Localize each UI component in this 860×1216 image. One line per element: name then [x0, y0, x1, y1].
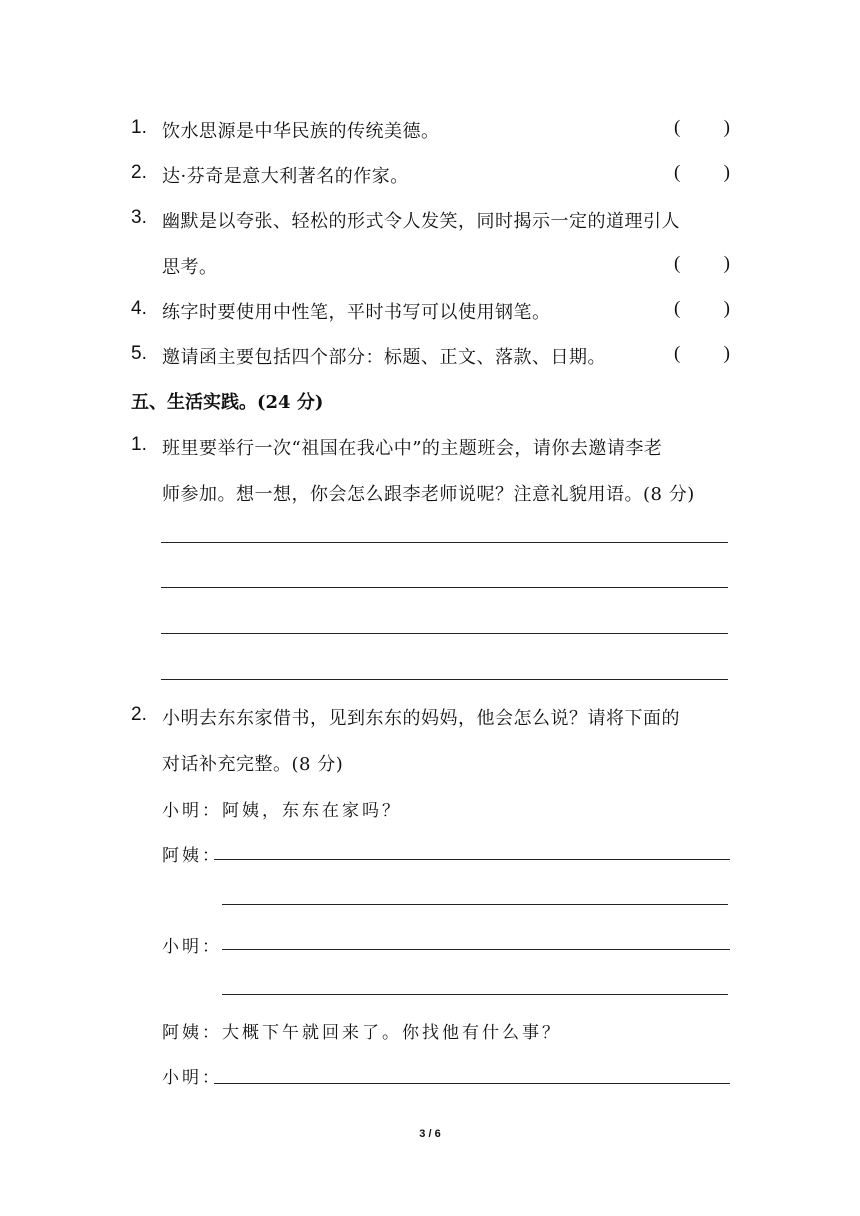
- item-2-answer-box[interactable]: [674, 162, 730, 184]
- q2-text-line2: 对话补充完整。(8 分): [162, 754, 344, 775]
- speaker-label: 阿姨：: [162, 1023, 222, 1043]
- dialog-line-1: [162, 796, 402, 821]
- item-3-text-cont: 思考。: [162, 257, 218, 278]
- item-4-text: 练字时要使用中性笔，平时书写可以使用钢笔。: [162, 302, 551, 323]
- section-heading: 五、生活实践。(24 分): [131, 392, 324, 413]
- close-paren: ): [723, 343, 730, 364]
- answer-line[interactable]: [214, 859, 730, 860]
- dialog-line-2: [162, 841, 222, 866]
- q2-number: 2.: [131, 704, 147, 725]
- answer-line[interactable]: [214, 1083, 730, 1084]
- dialog-line-5: [162, 1063, 222, 1088]
- answer-line[interactable]: [222, 994, 728, 995]
- page-number: 3 / 6: [419, 1128, 441, 1140]
- q1-text-line2: 师参加。想一想，你会怎么跟李老师说呢？注意礼貌用语。(8 分): [162, 484, 695, 505]
- close-paren: ): [723, 117, 730, 138]
- item-1-text: 饮水思源是中华民族的传统美德。: [162, 121, 440, 142]
- item-3-number: 3.: [131, 207, 147, 228]
- speaker-label: 小明：: [162, 801, 222, 821]
- close-paren: ): [723, 298, 730, 319]
- open-paren: (: [674, 343, 681, 364]
- answer-line[interactable]: [161, 679, 728, 680]
- speaker-label: 小明：: [162, 937, 222, 957]
- answer-line[interactable]: [161, 587, 728, 588]
- open-paren: (: [674, 117, 681, 138]
- speaker-label: 阿姨：: [162, 846, 222, 866]
- q1-text-line1: 班里要举行一次“祖国在我心中”的主题班会，请你去邀请李老: [162, 438, 663, 459]
- dialog-text: 阿姨，东东在家吗？: [222, 801, 402, 821]
- item-4-answer-box[interactable]: [674, 298, 730, 320]
- close-paren: ): [723, 253, 730, 274]
- item-1-answer-box[interactable]: [674, 117, 730, 139]
- item-2-text: 达·芬奇是意大利著名的作家。: [162, 166, 409, 187]
- q1-number: 1.: [131, 434, 147, 455]
- speaker-label: 小明：: [162, 1068, 222, 1088]
- item-2-number: 2.: [131, 162, 147, 183]
- open-paren: (: [674, 162, 681, 183]
- item-5-answer-box[interactable]: [674, 343, 730, 365]
- dialog-text: 大概下午就回来了。你找他有什么事？: [222, 1023, 562, 1043]
- dialog-line-3: [162, 932, 222, 957]
- item-1-number: 1.: [131, 117, 147, 138]
- open-paren: (: [674, 253, 681, 274]
- answer-line[interactable]: [161, 633, 728, 634]
- dialog-line-4: [162, 1018, 562, 1043]
- item-3-text: 幽默是以夸张、轻松的形式令人发笑，同时揭示一定的道理引人: [162, 211, 680, 232]
- item-5-number: 5.: [131, 343, 147, 364]
- answer-line[interactable]: [222, 904, 728, 905]
- item-3-answer-box[interactable]: [674, 253, 730, 275]
- close-paren: ): [723, 162, 730, 183]
- q2-text-line1: 小明去东东家借书，见到东东的妈妈，他会怎么说？请将下面的: [162, 708, 680, 729]
- item-5-text: 邀请函主要包括四个部分：标题、正文、落款、日期。: [162, 347, 606, 368]
- item-4-number: 4.: [131, 298, 147, 319]
- open-paren: (: [674, 298, 681, 319]
- answer-line[interactable]: [161, 542, 728, 543]
- answer-line[interactable]: [222, 949, 730, 950]
